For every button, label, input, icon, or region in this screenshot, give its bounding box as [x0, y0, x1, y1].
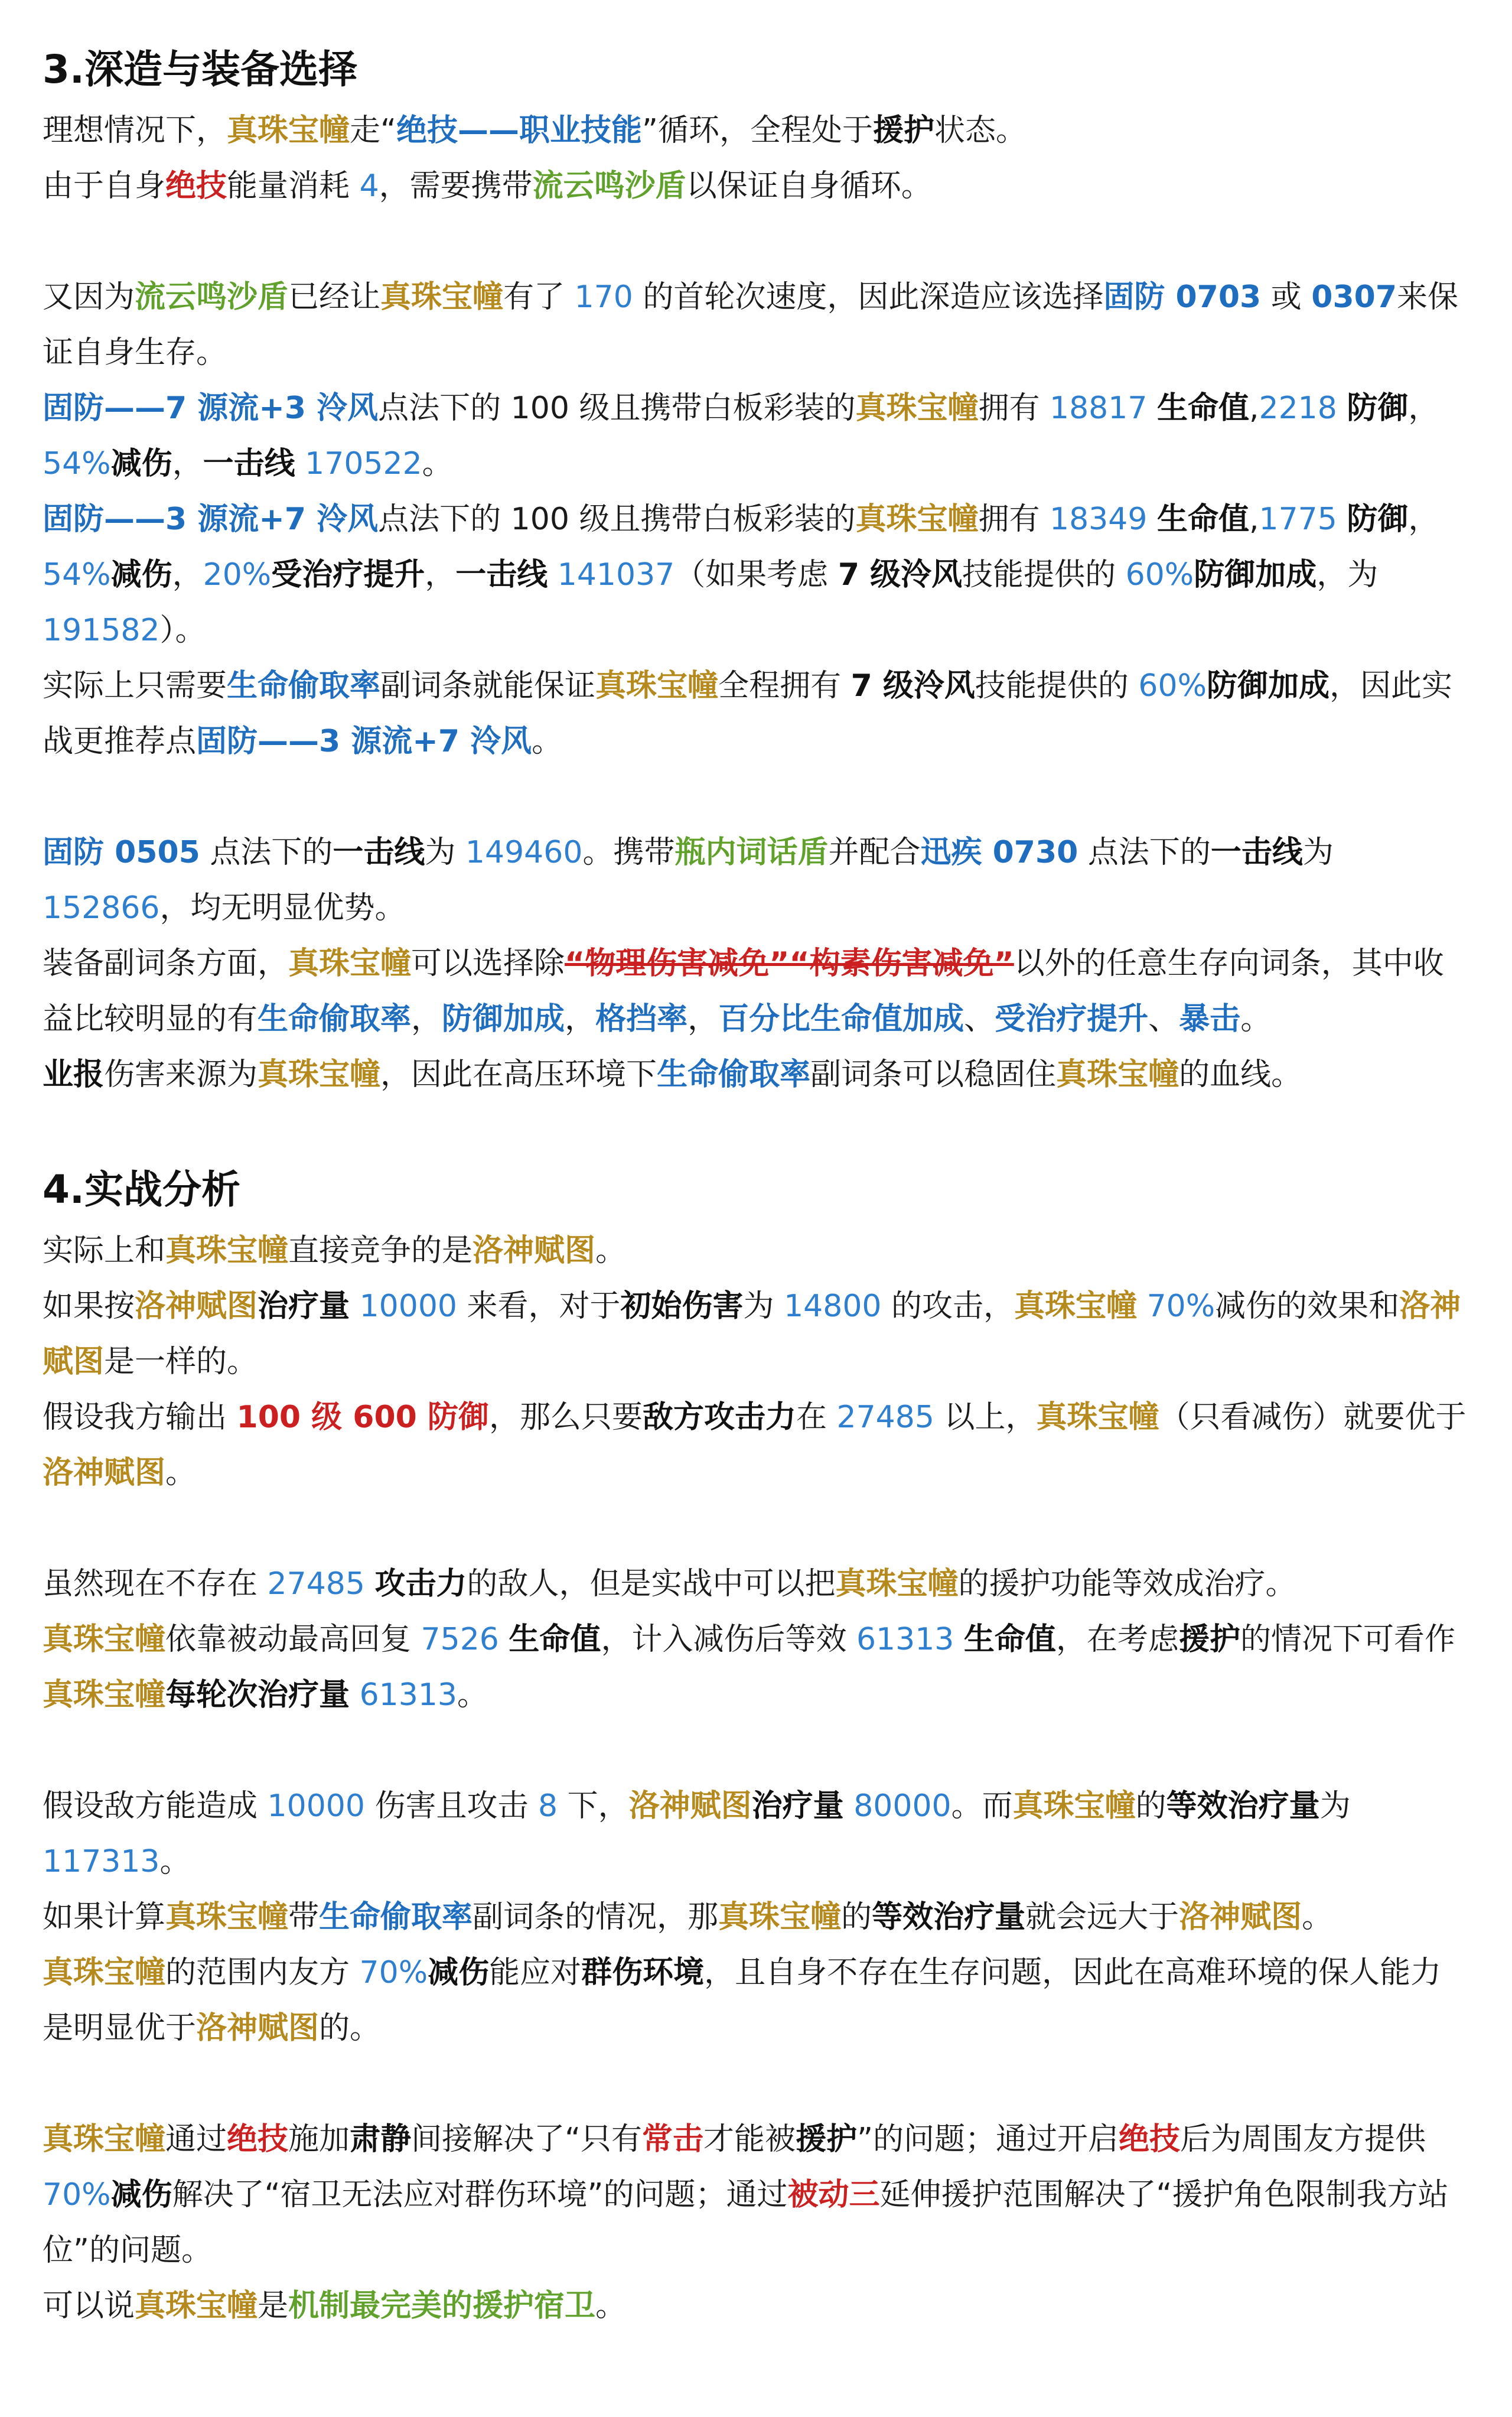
- number-value: 54%: [43, 446, 111, 482]
- text-run: ，: [1408, 502, 1439, 537]
- bold-term: 7 级泠风: [838, 557, 963, 593]
- text-run: 。: [165, 1455, 197, 1491]
- spacer: [43, 769, 1469, 825]
- highlight-name: 真珠宝幢: [1036, 1400, 1159, 1435]
- number-value: 152866: [43, 890, 160, 926]
- text-run: ，均无明显优势。: [159, 890, 406, 926]
- text-run: 装备副词条方面，: [43, 946, 289, 981]
- paragraph: [43, 1223, 1469, 1279]
- text-run: ，: [411, 1001, 442, 1037]
- text-run: ，为: [1317, 557, 1379, 593]
- text-run: 施加: [288, 2122, 350, 2157]
- highlight-red: 100 级 600 防御: [236, 1400, 489, 1435]
- bold-term: 肃静: [350, 2122, 412, 2157]
- number-value: 170: [574, 279, 633, 315]
- text-run: ”循环，全程处于: [642, 113, 873, 148]
- text-run: 的敌人，但是实战中可以把: [467, 1566, 836, 1602]
- highlight-term: 生命偷取率: [258, 1001, 412, 1037]
- highlight-term: 生命偷取率: [227, 668, 381, 704]
- number-value: 54%: [43, 557, 111, 593]
- paragraph: [43, 1556, 1469, 1612]
- highlight-term: 格挡率: [595, 1001, 688, 1037]
- number-value: 10000: [359, 1289, 457, 1324]
- text-run: 如果按: [43, 1289, 135, 1324]
- text-run: 已经让: [288, 279, 381, 315]
- highlight-name: 真珠宝幢: [1056, 1057, 1179, 1092]
- bold-term: 防御加成: [1194, 557, 1317, 593]
- bold-term: 初始伤害: [620, 1289, 744, 1324]
- text-run: ，那么只要: [488, 1400, 643, 1435]
- text-run: 是一样的。: [104, 1344, 258, 1380]
- text-run: 拥有: [978, 391, 1050, 426]
- text-run: 假设我方输出: [43, 1400, 237, 1435]
- paragraph: [43, 1279, 1469, 1390]
- text-run: [1337, 391, 1347, 426]
- bold-term: 减伤: [110, 557, 172, 593]
- paragraph: [43, 1945, 1469, 2056]
- text-run: 在: [796, 1400, 837, 1435]
- text-run: 以上，: [934, 1400, 1037, 1435]
- bold-term: 治疗量: [258, 1289, 350, 1324]
- highlight-name: 真珠宝幢: [380, 279, 504, 315]
- text-run: （如果考虑: [674, 557, 838, 593]
- text-run: [1337, 502, 1347, 537]
- text-run: 虽然现在不存在: [43, 1566, 268, 1602]
- text-run: 的。: [319, 2011, 381, 2046]
- text-run: 。: [532, 724, 563, 759]
- text-run: 。携带: [582, 835, 675, 870]
- highlight-term: 受治疗提升: [995, 1001, 1149, 1037]
- number-value: 70%: [1146, 1289, 1216, 1324]
- bold-term: 生命值: [1156, 391, 1249, 426]
- highlight-name: 洛神赋图: [135, 1289, 258, 1324]
- number-value: 149460: [465, 835, 583, 870]
- highlight-green: 瓶内词话盾: [674, 835, 829, 870]
- bold-term: 援护: [872, 113, 934, 148]
- highlight-name: 洛神赋图: [472, 1233, 596, 1268]
- text-run: 解决了“宿卫无法应对群伤环境”的问题；通过: [172, 2177, 788, 2213]
- number-value: 1775: [1259, 502, 1337, 537]
- highlight-term: 固防 0703: [1103, 279, 1262, 315]
- text-run: 可以选择除: [411, 946, 565, 981]
- highlight-name: 真珠宝幢: [135, 2288, 258, 2324]
- highlight-term: 迅疾 0730: [920, 835, 1078, 870]
- text-run: 实际上和: [43, 1233, 166, 1268]
- highlight-name: 真珠宝幢: [595, 668, 719, 704]
- paragraph: [43, 269, 1469, 380]
- number-value: 8: [538, 1788, 558, 1824]
- text-run: 实际上只需要: [43, 668, 227, 704]
- text-run: [844, 1788, 854, 1824]
- bold-term: 防御加成: [1207, 668, 1330, 704]
- text-run: ,: [1249, 502, 1259, 537]
- text-run: 全程拥有: [718, 668, 851, 704]
- bold-term: 攻击力: [374, 1566, 467, 1602]
- text-run: ）。: [159, 613, 206, 648]
- text-run: 来保证自身生存。: [43, 279, 1459, 370]
- text-run: 的援护功能等效成治疗。: [958, 1566, 1296, 1602]
- bold-term: 群伤环境: [581, 1955, 705, 1990]
- highlight-green: 机制最完美的援护宿卫: [288, 2288, 596, 2324]
- bold-term: 一击线: [203, 446, 295, 482]
- text-run: 由于自身: [43, 168, 166, 204]
- highlight-name: 洛神赋图: [196, 2011, 320, 2046]
- highlight-name: 洛神赋图: [628, 1788, 752, 1824]
- highlight-term: 绝技——职业技能: [396, 113, 642, 148]
- section-3-title: 3.深造与装备选择: [43, 47, 357, 92]
- number-value: 170522: [305, 446, 422, 482]
- text-run: 、: [1148, 1001, 1179, 1037]
- text-run: 。: [595, 1233, 627, 1268]
- paragraph: [43, 658, 1469, 769]
- bold-term: 敌方攻击力: [642, 1400, 796, 1435]
- text-run: [499, 1622, 509, 1657]
- number-value: 191582: [43, 613, 160, 648]
- text-run: ,: [1249, 391, 1259, 426]
- text-run: 以保证自身循环。: [686, 168, 932, 204]
- number-value: 80000: [853, 1788, 951, 1824]
- text-run: 点法下的 100 级且携带白板彩装的: [378, 502, 856, 537]
- highlight-red: 绝技: [227, 2122, 289, 2157]
- text-run: 。: [159, 1844, 191, 1879]
- text-run: 来看，对于: [457, 1289, 621, 1324]
- highlight-name: 真珠宝幢: [43, 1955, 166, 1990]
- spacer: [43, 2056, 1469, 2112]
- highlight-red: 常击: [642, 2122, 704, 2157]
- text-run: 拥有: [978, 502, 1050, 537]
- text-run: 的血线。: [1179, 1057, 1302, 1092]
- text-run: 伤害且攻击: [364, 1788, 539, 1824]
- text-run: 点法下的 100 级且携带白板彩装的: [378, 391, 856, 426]
- text-run: 以外的任意生存向词条，其中收益比较明显的有: [43, 946, 1444, 1037]
- text-run: 带: [288, 1899, 320, 1935]
- text-run: 副词条可以稳固住: [810, 1057, 1057, 1092]
- paragraph: [43, 1047, 1469, 1102]
- text-run: [1137, 1289, 1147, 1324]
- text-run: [1147, 391, 1157, 426]
- bold-term: 受治疗提升: [271, 557, 425, 593]
- text-run: 为: [1302, 835, 1334, 870]
- text-run: ，: [425, 557, 456, 593]
- text-run: 如果计算: [43, 1899, 166, 1935]
- bold-term: 7 级泠风: [850, 668, 975, 704]
- highlight-name: 真珠宝幢: [227, 113, 350, 148]
- text-run: 有了: [503, 279, 575, 315]
- text-run: 为: [743, 1289, 784, 1324]
- text-run: ，且自身不存在生存问题，因此在高难环境的保人能力是明显优于: [43, 1955, 1442, 2046]
- paragraph: [43, 825, 1469, 936]
- text-run: 。而: [951, 1788, 1013, 1824]
- paragraph: [43, 1778, 1469, 1889]
- number-value: 60%: [1125, 557, 1194, 593]
- text-run: 点法下的: [200, 835, 333, 870]
- text-run: [350, 1677, 360, 1713]
- bold-term: 生命值: [1156, 502, 1249, 537]
- text-run: ，: [172, 557, 203, 593]
- text-run: ，因此实战更推荐点: [43, 668, 1453, 759]
- highlight-term: 百分比生命值加成: [718, 1001, 964, 1037]
- text-run: 为: [425, 835, 465, 870]
- bold-term: 援护: [796, 2122, 858, 2157]
- bold-term: 援护: [1178, 1622, 1240, 1657]
- paragraph: [43, 1612, 1469, 1723]
- text-run: 走“: [350, 113, 396, 148]
- highlight-name: 真珠宝幢: [1014, 1289, 1138, 1324]
- number-value: 20%: [203, 557, 272, 593]
- text-run: 又因为: [43, 279, 135, 315]
- highlight-term: 固防——3 源流+7 泠风: [43, 502, 379, 537]
- text-run: ，在考虑: [1055, 1622, 1179, 1657]
- bold-term: 减伤: [110, 446, 172, 482]
- highlight-name: 真珠宝幢: [718, 1899, 842, 1935]
- text-run: 并配合: [828, 835, 921, 870]
- spacer: [43, 1102, 1469, 1162]
- text-run: ，: [1408, 391, 1439, 426]
- highlight-name: 真珠宝幢: [1012, 1788, 1136, 1824]
- text-run: 。: [457, 1677, 488, 1713]
- text-run: [350, 1289, 360, 1324]
- strikethrough-term: “物理伤害减免”“构素伤害减免”: [565, 946, 1014, 981]
- bold-term: 一击线: [455, 557, 548, 593]
- text-run: 能应对: [489, 1955, 582, 1990]
- paragraph: [43, 492, 1469, 658]
- text-run: 延伸援护范围解决了“援护角色限制我方站位”的问题。: [43, 2177, 1449, 2268]
- text-run: ”的问题；通过开启: [857, 2122, 1119, 2157]
- paragraph: [43, 1889, 1469, 1945]
- paragraph: [43, 2278, 1469, 2334]
- highlight-name: 洛神赋图: [1179, 1899, 1302, 1935]
- text-run: 下，: [558, 1788, 629, 1824]
- highlight-green: 流云鸣沙盾: [532, 168, 686, 204]
- text-run: 才能被: [703, 2122, 796, 2157]
- bold-term: 一击线: [1210, 835, 1303, 870]
- text-run: 技能提供的: [975, 668, 1139, 704]
- paragraph: [43, 936, 1469, 1047]
- bold-term: 治疗量: [751, 1788, 844, 1824]
- number-value: 2218: [1259, 391, 1337, 426]
- text-run: 为: [1319, 1788, 1351, 1824]
- spacer: [43, 1501, 1469, 1556]
- highlight-term: 固防——7 源流+3 泠风: [43, 391, 379, 426]
- paragraph: [43, 103, 1469, 158]
- bold-term: 减伤: [110, 2177, 172, 2213]
- highlight-red: 绝技: [1119, 2122, 1181, 2157]
- text-run: 依靠被动最高回复: [165, 1622, 421, 1657]
- text-run: 或: [1261, 279, 1312, 315]
- bold-term: 每轮次治疗量: [165, 1677, 350, 1713]
- text-run: 的: [1135, 1788, 1166, 1824]
- number-value: 60%: [1138, 668, 1207, 704]
- bold-term: 等效治疗量: [1166, 1788, 1320, 1824]
- text-run: 。: [1302, 1899, 1333, 1935]
- highlight-term: 防御加成: [442, 1001, 565, 1037]
- number-value: 141037: [557, 557, 675, 593]
- text-run: 直接竞争的是: [288, 1233, 473, 1268]
- highlight-name: 真珠宝幢: [43, 1622, 166, 1657]
- bold-term: 防御: [1347, 502, 1409, 537]
- number-value: 4: [359, 168, 379, 204]
- bold-term: 等效治疗量: [872, 1899, 1026, 1935]
- highlight-name: 真珠宝幢: [43, 2122, 166, 2157]
- paragraph: [43, 380, 1469, 492]
- text-run: 可以说: [43, 2288, 135, 2324]
- text-run: 、: [964, 1001, 995, 1037]
- highlight-name: 真珠宝幢: [835, 1566, 959, 1602]
- text-run: [1147, 502, 1157, 537]
- number-value: 27485: [267, 1566, 365, 1602]
- highlight-name: 真珠宝幢: [258, 1057, 381, 1092]
- text-run: 副词条的情况，那: [472, 1899, 719, 1935]
- number-value: 10000: [267, 1788, 365, 1824]
- highlight-green: 流云鸣沙盾: [135, 279, 289, 315]
- text-run: ，需要携带: [379, 168, 533, 204]
- text-run: [365, 1566, 375, 1602]
- bold-term: 生命值: [509, 1622, 601, 1657]
- section-4-title: 4.实战分析: [43, 1167, 240, 1212]
- paragraph: [43, 158, 1469, 214]
- highlight-term: 0307: [1311, 279, 1397, 315]
- highlight-name: 真珠宝幢: [43, 1677, 166, 1713]
- highlight-term: 生命偷取率: [657, 1057, 811, 1092]
- text-run: 。: [595, 2288, 627, 2324]
- text-run: 的: [841, 1899, 872, 1935]
- number-value: 61313: [359, 1677, 457, 1713]
- text-run: [954, 1622, 964, 1657]
- highlight-name: 真珠宝幢: [855, 502, 979, 537]
- spacer: [43, 214, 1469, 269]
- text-run: 间接解决了“只有: [411, 2122, 643, 2157]
- number-value: 70%: [43, 2177, 111, 2213]
- text-run: ，: [172, 446, 203, 482]
- text-run: [548, 557, 558, 593]
- text-run: 。: [422, 446, 453, 482]
- text-run: ，: [565, 1001, 596, 1037]
- text-run: 伤害来源为: [104, 1057, 258, 1092]
- highlight-term: 生命偷取率: [319, 1899, 473, 1935]
- text-run: 通过: [165, 2122, 227, 2157]
- number-value: 61313: [856, 1622, 954, 1657]
- bold-term: 一击线: [333, 835, 425, 870]
- bold-term: 防御: [1347, 391, 1409, 426]
- number-value: 14800: [784, 1289, 882, 1324]
- text-run: 。: [1240, 1001, 1272, 1037]
- highlight-name: 真珠宝幢: [165, 1233, 289, 1268]
- number-value: 7526: [421, 1622, 499, 1657]
- bold-term: 业报: [43, 1057, 105, 1092]
- number-value: 18349: [1050, 502, 1148, 537]
- highlight-term: 固防——3 源流+7 泠风: [196, 724, 532, 759]
- text-run: [295, 446, 305, 482]
- text-run: ，: [687, 1001, 719, 1037]
- text-run: 的攻击，: [881, 1289, 1015, 1324]
- highlight-name: 真珠宝幢: [855, 391, 979, 426]
- text-run: 就会远大于: [1025, 1899, 1179, 1935]
- highlight-name: 洛神赋图: [43, 1455, 166, 1491]
- text-run: 理想情况下，: [43, 113, 227, 148]
- bold-term: 生命值: [963, 1622, 1056, 1657]
- highlight-name: 真珠宝幢: [288, 946, 412, 981]
- number-value: 117313: [43, 1844, 160, 1879]
- text-run: 的范围内友方: [165, 1955, 360, 1990]
- text-run: 点法下的: [1078, 835, 1211, 870]
- number-value: 70%: [359, 1955, 428, 1990]
- paragraph: [43, 2112, 1469, 2278]
- text-run: 状态。: [934, 113, 1027, 148]
- number-value: 27485: [836, 1400, 934, 1435]
- text-run: 能量消耗: [227, 168, 360, 204]
- text-run: ，因此在高压环境下: [380, 1057, 657, 1092]
- highlight-term: 暴击: [1179, 1001, 1241, 1037]
- number-value: 18817: [1050, 391, 1148, 426]
- text-run: 的首轮次速度，因此深造应该选择: [633, 279, 1104, 315]
- spacer: [43, 1723, 1469, 1778]
- highlight-name: 洛神赋图: [43, 1289, 1461, 1380]
- text-run: 的情况下可看作: [1240, 1622, 1455, 1657]
- paragraph: [43, 1390, 1469, 1501]
- highlight-term: 固防 0505: [43, 835, 200, 870]
- highlight-red: 被动三: [787, 2177, 880, 2213]
- bold-term: 减伤: [428, 1955, 490, 1990]
- text-run: 是: [258, 2288, 289, 2324]
- text-run: 后为周围友方提供: [1180, 2122, 1426, 2157]
- text-run: 副词条就能保证: [380, 668, 596, 704]
- text-run: ，计入减伤后等效: [601, 1622, 856, 1657]
- highlight-red: 绝技: [165, 168, 227, 204]
- text-run: （只看减伤）就要优于: [1159, 1400, 1467, 1435]
- highlight-name: 真珠宝幢: [165, 1899, 289, 1935]
- text-run: 减伤的效果和: [1215, 1289, 1400, 1324]
- text-run: 技能提供的: [962, 557, 1126, 593]
- text-run: 假设敌方能造成: [43, 1788, 268, 1824]
